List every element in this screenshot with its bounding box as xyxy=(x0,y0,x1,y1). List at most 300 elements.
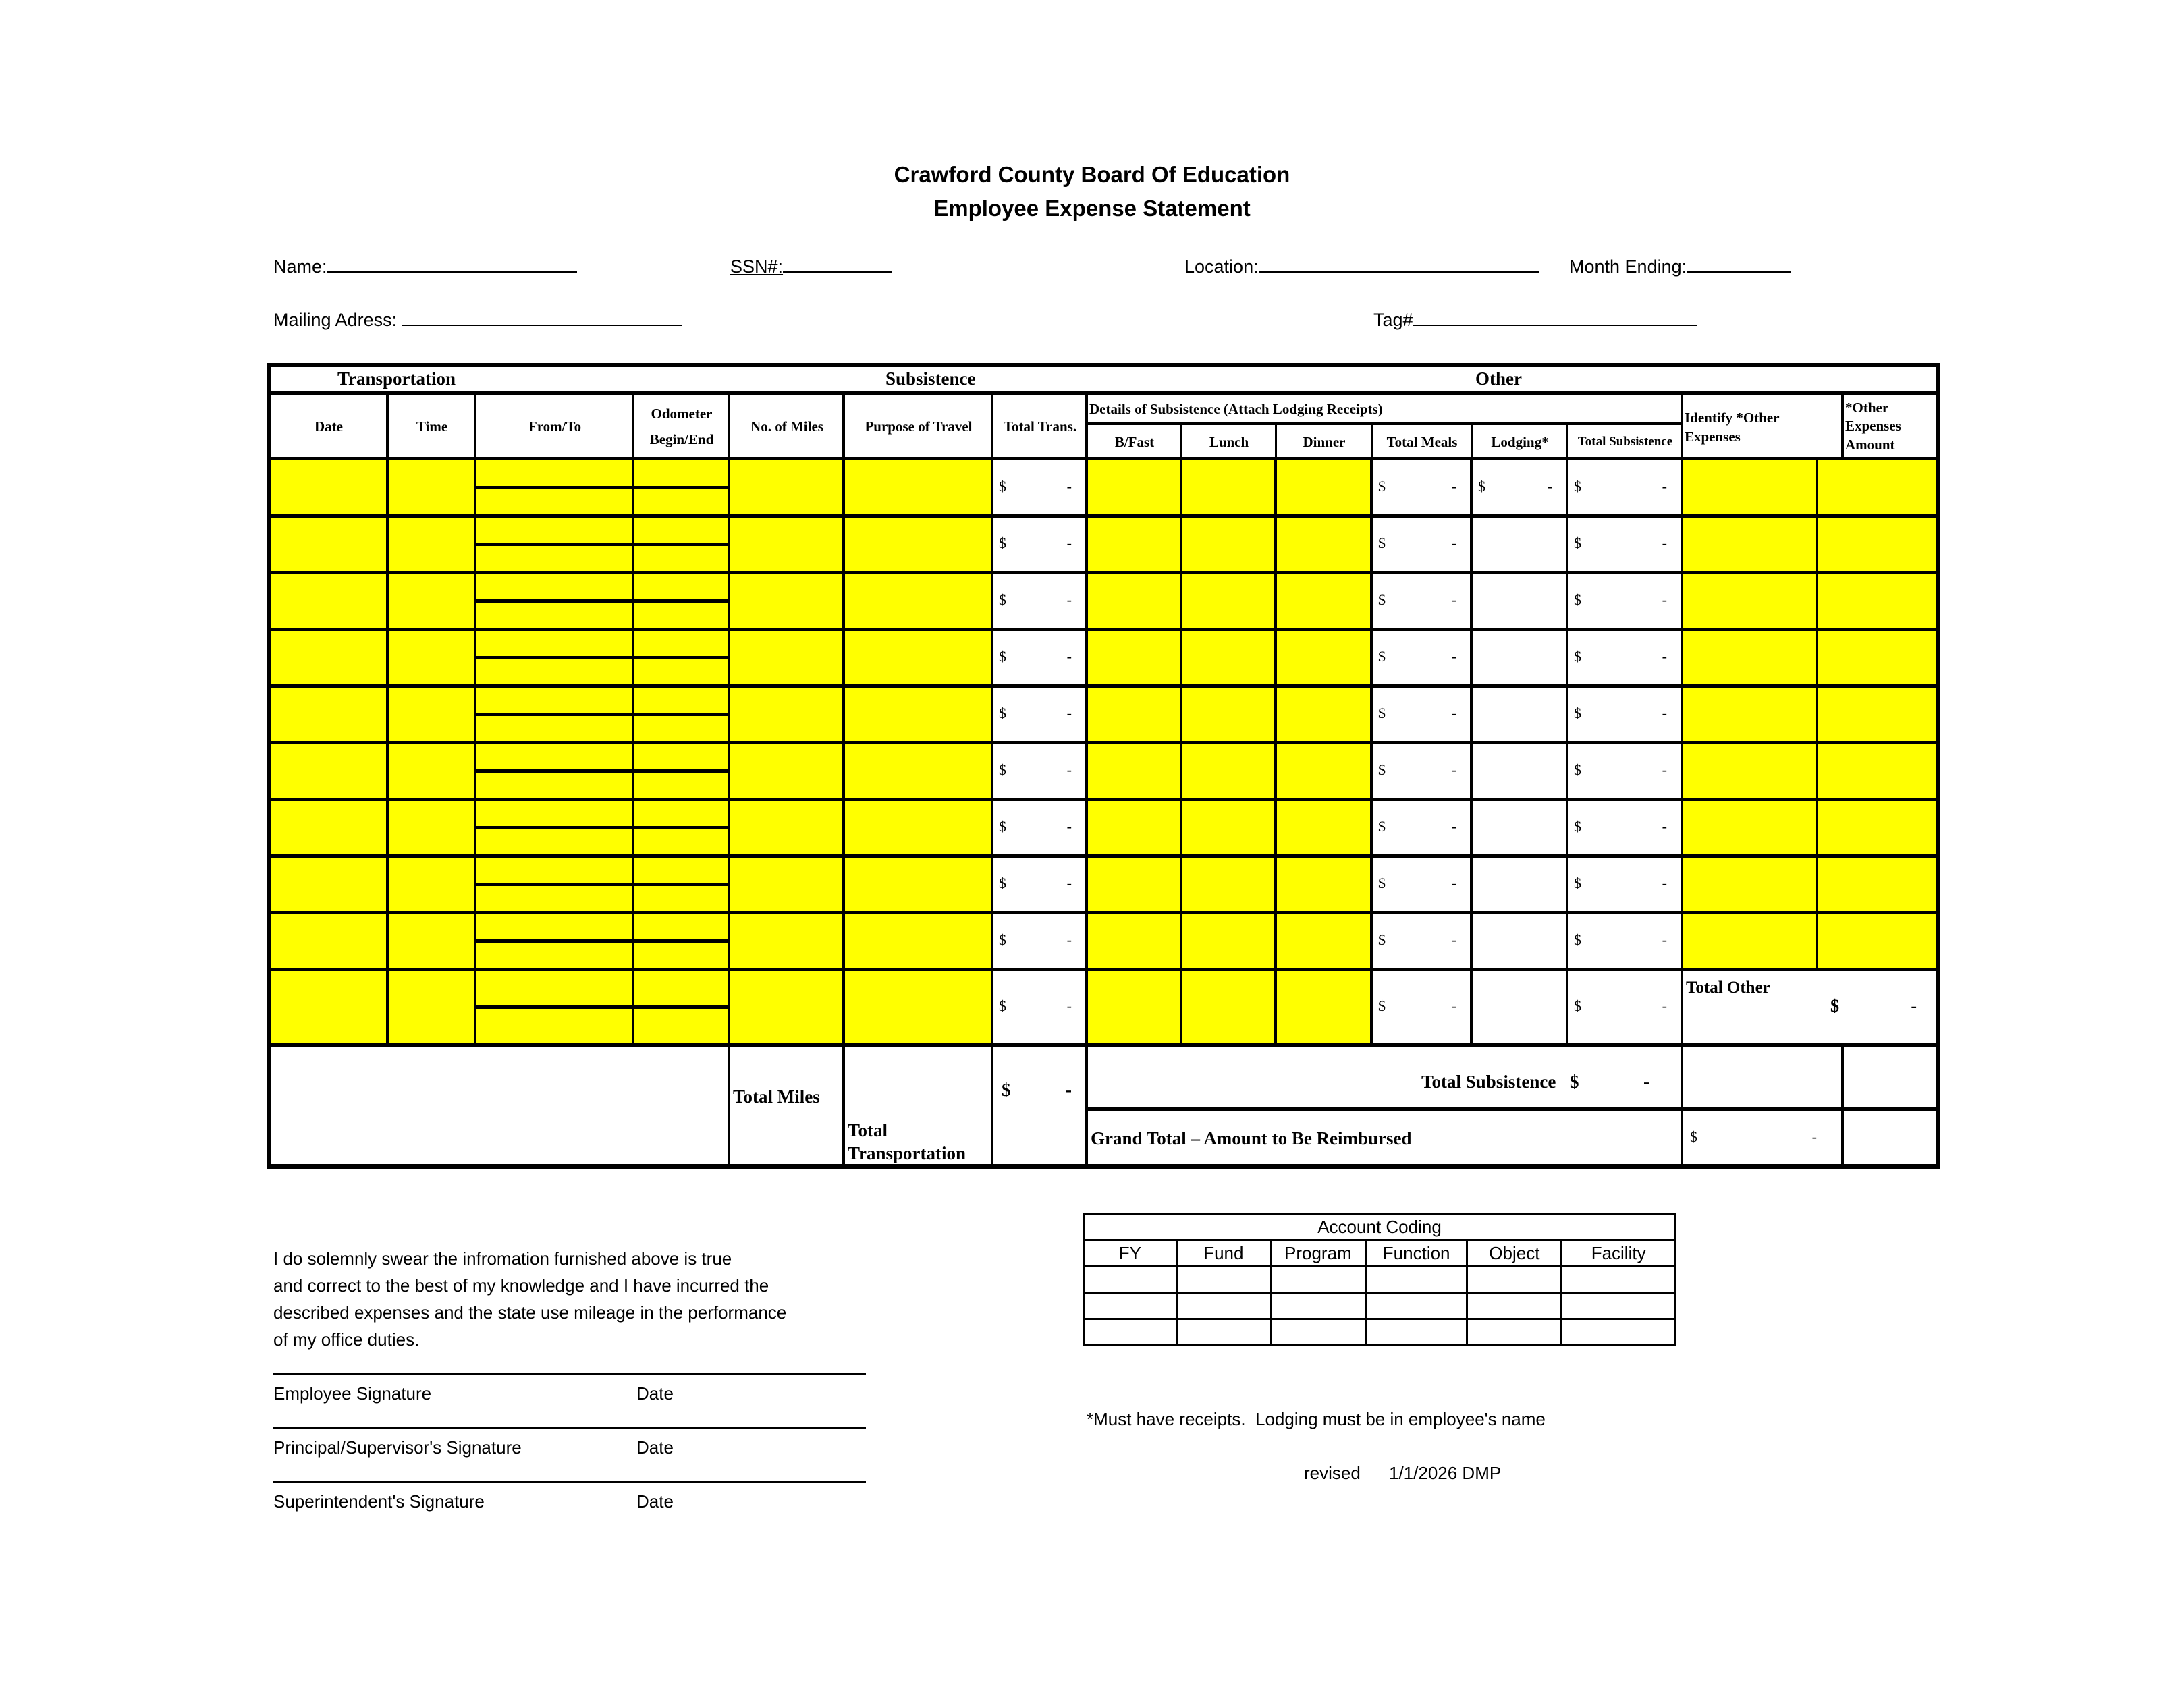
expense-cell[interactable] xyxy=(1087,629,1181,686)
expense-cell[interactable] xyxy=(387,969,475,1045)
amount: - xyxy=(1662,875,1667,891)
superintendent-signature-line[interactable] xyxy=(273,1481,866,1483)
expense-cell[interactable] xyxy=(1817,572,1938,629)
total-subsistence-value xyxy=(1567,648,1682,667)
expense-cell[interactable] xyxy=(1087,459,1181,516)
expense-cell[interactable] xyxy=(387,799,475,856)
col-header-total-meals: Total Meals xyxy=(1386,433,1458,450)
expense-cell[interactable] xyxy=(729,686,844,742)
acct-cell[interactable] xyxy=(1365,1267,1467,1293)
currency-symbol: $ xyxy=(1378,534,1386,551)
from-to-split-line xyxy=(475,656,729,659)
tag-label: Tag# xyxy=(1373,310,1413,330)
superintendent-signature-label: Superintendent's Signature xyxy=(273,1491,485,1512)
total-trans-value xyxy=(992,478,1087,497)
expense-cell[interactable] xyxy=(1087,856,1181,912)
amount: - xyxy=(1066,478,1072,495)
acct-cell[interactable] xyxy=(1365,1293,1467,1319)
currency-symbol: $ xyxy=(999,704,1006,721)
currency-symbol: $ xyxy=(999,875,1006,891)
total-meals-value xyxy=(1371,761,1471,780)
amount: - xyxy=(1066,997,1072,1014)
col-divider xyxy=(1681,459,1683,1045)
total-transportation-line2: Transportation xyxy=(848,1143,966,1163)
row-divider xyxy=(269,854,1938,858)
expense-cell[interactable] xyxy=(729,856,844,912)
expense-cell[interactable] xyxy=(1682,912,1817,969)
expense-cell[interactable] xyxy=(844,686,992,742)
currency-symbol: $ xyxy=(999,591,1006,608)
col-header-dinner: Dinner xyxy=(1303,433,1346,450)
expense-cell[interactable] xyxy=(1817,629,1938,686)
col-divider xyxy=(728,459,730,1045)
col-divider xyxy=(1841,393,1844,459)
col-divider xyxy=(1180,459,1182,1045)
acct-cell[interactable] xyxy=(1270,1293,1365,1319)
expense-cell[interactable] xyxy=(1682,856,1817,912)
expense-cell xyxy=(1471,799,1567,856)
grand-total-label: Grand Total – Amount to Be Reimbursed xyxy=(1091,1128,1412,1149)
expense-cell[interactable] xyxy=(269,912,387,969)
expense-cell[interactable] xyxy=(844,459,992,516)
expense-cell[interactable] xyxy=(1181,912,1276,969)
acct-cell[interactable] xyxy=(1270,1267,1365,1293)
section-subsistence: Subsistence xyxy=(885,368,976,389)
amount: - xyxy=(1662,704,1667,721)
ssn-field[interactable] xyxy=(730,255,892,277)
amount: - xyxy=(1066,875,1072,891)
amount: - xyxy=(1451,704,1456,721)
expense-cell[interactable] xyxy=(729,742,844,799)
mailing-address-field[interactable] xyxy=(273,308,682,331)
expense-cell[interactable] xyxy=(729,629,844,686)
col-divider xyxy=(386,459,389,1045)
col-divider xyxy=(1085,393,1088,459)
row-divider xyxy=(269,571,1938,574)
acct-cell[interactable] xyxy=(1562,1319,1676,1346)
expense-cell[interactable] xyxy=(1087,516,1181,572)
currency-symbol: $ xyxy=(1378,931,1386,948)
expense-cell[interactable] xyxy=(1087,686,1181,742)
mailing-address-input-line[interactable] xyxy=(402,308,682,326)
expense-cell[interactable] xyxy=(1181,629,1276,686)
total-subsistence-value xyxy=(1567,875,1682,893)
col-header-total-trans: Total Trans. xyxy=(1003,418,1077,435)
total-meals-value xyxy=(1371,704,1471,723)
col-divider xyxy=(474,393,476,459)
expense-cell[interactable] xyxy=(269,742,387,799)
expense-cell[interactable] xyxy=(1087,572,1181,629)
expense-cell[interactable] xyxy=(1817,742,1938,799)
expense-cell[interactable] xyxy=(269,799,387,856)
amount: - xyxy=(1066,648,1072,665)
total-subsistence-value xyxy=(1567,818,1682,837)
footer-col-divider xyxy=(728,1045,730,1165)
expense-cell[interactable] xyxy=(844,969,992,1045)
expense-cell[interactable] xyxy=(387,572,475,629)
currency-symbol: $ xyxy=(1378,591,1386,608)
expense-cell[interactable] xyxy=(269,629,387,686)
expense-cell xyxy=(1471,572,1567,629)
amount: - xyxy=(1066,591,1072,608)
expense-cell[interactable] xyxy=(844,912,992,969)
employee-date-label: Date xyxy=(636,1383,674,1404)
expense-cell[interactable] xyxy=(844,516,992,572)
currency-symbol: $ xyxy=(999,761,1006,778)
account-coding-row xyxy=(1084,1319,1676,1346)
total-trans-value xyxy=(992,818,1087,837)
expense-cell[interactable] xyxy=(1276,459,1371,516)
expense-cell[interactable] xyxy=(1817,856,1938,912)
expense-cell[interactable] xyxy=(1181,799,1276,856)
expense-cell[interactable] xyxy=(269,516,387,572)
expense-cell[interactable] xyxy=(1682,629,1817,686)
amount: - xyxy=(1451,818,1456,835)
odometer-label: Odometer xyxy=(651,405,713,422)
currency-symbol: $ xyxy=(999,478,1006,495)
amount: - xyxy=(1662,478,1667,495)
currency-symbol: $ xyxy=(1378,818,1386,835)
acct-cell[interactable] xyxy=(1084,1319,1177,1346)
expense-cell[interactable] xyxy=(1181,572,1276,629)
col-header-time: Time xyxy=(416,418,448,435)
expense-cell[interactable] xyxy=(844,799,992,856)
total-subsistence-value xyxy=(1567,997,1682,1016)
expense-cell[interactable] xyxy=(844,629,992,686)
currency-symbol: $ xyxy=(999,997,1006,1014)
currency-symbol: $ xyxy=(1378,704,1386,721)
amount: - xyxy=(1066,534,1072,551)
total-meals-value xyxy=(1371,534,1471,553)
expense-cell[interactable] xyxy=(387,912,475,969)
col-header-lunch: Lunch xyxy=(1209,433,1249,450)
total-transportation-line1: Total xyxy=(848,1120,888,1140)
currency-symbol: $ xyxy=(1574,591,1581,608)
acct-cell[interactable] xyxy=(1270,1319,1365,1346)
expense-cell[interactable] xyxy=(1276,572,1371,629)
expense-cell[interactable] xyxy=(1682,459,1817,516)
col-divider xyxy=(632,459,634,1045)
expense-cell[interactable] xyxy=(729,969,844,1045)
expense-cell xyxy=(1471,686,1567,742)
currency-symbol: $ xyxy=(1574,534,1581,551)
amount: - xyxy=(1066,761,1072,778)
expense-cell[interactable] xyxy=(269,572,387,629)
row-divider xyxy=(269,514,1938,518)
col-header-lodging: Lodging* xyxy=(1491,433,1549,450)
expense-cell xyxy=(1471,912,1567,969)
expense-cell[interactable] xyxy=(1682,572,1817,629)
total-trans-value xyxy=(992,648,1087,667)
amount: - xyxy=(1451,591,1456,608)
col-divider xyxy=(386,393,389,459)
from-to-split-line xyxy=(475,1005,729,1009)
col-divider xyxy=(1470,459,1473,1045)
expense-cell[interactable] xyxy=(269,686,387,742)
col-header-other-amount: *Other Expenses Amount xyxy=(1845,399,1901,453)
acct-col-fund: Fund xyxy=(1176,1240,1270,1267)
expense-cell[interactable] xyxy=(1181,856,1276,912)
total-subsistence-value xyxy=(1567,931,1682,950)
table-border-bottom xyxy=(267,1164,1940,1169)
expense-cell[interactable] xyxy=(387,856,475,912)
from-to-split-line xyxy=(475,599,729,603)
name-field[interactable] xyxy=(273,255,577,277)
account-coding-header-row xyxy=(1084,1240,1676,1267)
col-header-from-to: From/To xyxy=(528,418,582,435)
expense-cell[interactable] xyxy=(1682,516,1817,572)
expense-cell[interactable] xyxy=(1087,969,1181,1045)
expense-cell[interactable] xyxy=(1087,799,1181,856)
acct-col-facility: Facility xyxy=(1562,1240,1676,1267)
attestation-line: I do solemnly swear the infromation furnished above is true xyxy=(273,1248,732,1269)
total-subsistence-value xyxy=(1567,704,1682,723)
from-to-split-line xyxy=(475,826,729,829)
expense-cell[interactable] xyxy=(1817,912,1938,969)
acct-cell[interactable] xyxy=(1084,1267,1177,1293)
col-divider xyxy=(1371,424,1373,459)
expense-cell[interactable] xyxy=(1181,686,1276,742)
expense-cell[interactable] xyxy=(844,742,992,799)
expense-cell[interactable] xyxy=(269,969,387,1045)
col-header-date: Date xyxy=(315,418,343,435)
location-label: Location: xyxy=(1184,256,1259,277)
expense-cell[interactable] xyxy=(269,459,387,516)
acct-cell[interactable] xyxy=(1467,1319,1562,1346)
col-header-odometer xyxy=(634,395,729,458)
section-transportation: Transportation xyxy=(337,368,456,389)
expense-cell[interactable] xyxy=(1276,799,1371,856)
expense-cell[interactable] xyxy=(1276,742,1371,799)
row-divider xyxy=(269,684,1938,688)
currency-symbol: $ xyxy=(1378,761,1386,778)
expense-cell[interactable] xyxy=(387,516,475,572)
form-title: Employee Expense Statement xyxy=(933,196,1251,221)
account-coding-table xyxy=(1083,1213,1676,1346)
from-to-split-line xyxy=(475,713,729,716)
acct-col-program: Program xyxy=(1270,1240,1365,1267)
acct-cell[interactable] xyxy=(1467,1293,1562,1319)
amount: - xyxy=(1451,534,1456,551)
tag-input-line[interactable] xyxy=(1413,308,1697,326)
amount: - xyxy=(1066,818,1072,835)
total-subsistence-value xyxy=(1567,761,1682,780)
currency-symbol: $ xyxy=(1574,648,1581,665)
expense-cell[interactable] xyxy=(1181,969,1276,1045)
revised-label: revised xyxy=(1304,1463,1361,1483)
row-divider xyxy=(269,741,1938,744)
grand-total-value: $ - xyxy=(1690,1128,1817,1145)
expense-cell[interactable] xyxy=(1682,742,1817,799)
expense-cell[interactable] xyxy=(729,572,844,629)
location-field[interactable] xyxy=(1184,255,1539,277)
principal-signature-line[interactable] xyxy=(273,1427,866,1429)
row-divider xyxy=(269,798,1938,801)
month-ending-label: Month Ending: xyxy=(1569,256,1687,277)
total-subsistence-value xyxy=(1567,478,1682,497)
expense-cell[interactable] xyxy=(387,742,475,799)
name-input-line[interactable] xyxy=(327,255,577,273)
acct-cell[interactable] xyxy=(1084,1293,1177,1319)
rows-bottom-divider xyxy=(269,1043,1938,1047)
expense-cell[interactable] xyxy=(1087,742,1181,799)
revised-date: 1/1/2026 DMP xyxy=(1389,1463,1502,1483)
expense-cell[interactable] xyxy=(387,629,475,686)
col-divider xyxy=(991,459,993,1045)
total-transportation-label xyxy=(848,1119,966,1165)
expense-cell[interactable] xyxy=(844,856,992,912)
ssn-label: SSN#: xyxy=(730,256,784,277)
col-header-miles: No. of Miles xyxy=(750,418,823,435)
total-subsistence-footer-label: Total Subsistence xyxy=(1421,1072,1556,1092)
amount: - xyxy=(1451,761,1456,778)
expense-cell[interactable] xyxy=(269,856,387,912)
acct-col-fy: FY xyxy=(1084,1240,1177,1267)
attestation-text xyxy=(273,1245,786,1353)
expense-cell[interactable] xyxy=(1682,799,1817,856)
expense-cell[interactable] xyxy=(1817,516,1938,572)
tag-field[interactable] xyxy=(1373,308,1697,331)
total-meals-value xyxy=(1371,997,1471,1016)
total-subsistence-footer-value: $ - xyxy=(1570,1072,1649,1092)
expense-cell[interactable] xyxy=(1181,459,1276,516)
col-header-details-subsistence: Details of Subsistence (Attach Lodging Receipts) xyxy=(1089,400,1383,417)
attestation-line: described expenses and the state use mileage in the performance xyxy=(273,1302,787,1323)
expense-cell[interactable] xyxy=(844,572,992,629)
acct-cell[interactable] xyxy=(1176,1319,1270,1346)
expense-cell xyxy=(1471,629,1567,686)
total-trans-value xyxy=(992,591,1087,610)
from-to-split-line xyxy=(475,883,729,886)
currency-symbol: $ xyxy=(999,931,1006,948)
expense-cell[interactable] xyxy=(1276,686,1371,742)
col-header-identify-other: Identify *Other Expenses xyxy=(1685,409,1780,445)
principal-date-label: Date xyxy=(636,1437,674,1458)
col-divider xyxy=(1370,459,1373,1045)
expense-cell[interactable] xyxy=(1276,516,1371,572)
total-other-value xyxy=(1824,996,1932,1016)
col-header-bfast: B/Fast xyxy=(1114,433,1155,450)
amount: - xyxy=(1662,761,1667,778)
details-divider xyxy=(1087,422,1682,425)
expense-cell[interactable] xyxy=(1682,686,1817,742)
total-meals-value xyxy=(1371,931,1471,950)
expense-cell xyxy=(1471,969,1567,1045)
footer-col-divider xyxy=(842,1045,845,1165)
table-border-top xyxy=(267,363,1940,367)
expense-cell[interactable] xyxy=(1276,856,1371,912)
month-ending-field[interactable] xyxy=(1569,255,1791,277)
col-divider xyxy=(842,393,845,459)
name-label: Name: xyxy=(273,256,327,277)
account-coding-row xyxy=(1084,1267,1676,1293)
mailing-address-label: Mailing Adress: xyxy=(273,310,398,330)
amount: - xyxy=(1662,534,1667,551)
col-divider xyxy=(728,393,730,459)
currency-symbol: $ xyxy=(1574,931,1581,948)
acct-cell[interactable] xyxy=(1467,1267,1562,1293)
currency-symbol: $ xyxy=(1378,875,1386,891)
expense-cell[interactable] xyxy=(729,799,844,856)
expense-cell[interactable] xyxy=(1181,516,1276,572)
expense-cell[interactable] xyxy=(1817,459,1938,516)
expense-cell xyxy=(1471,742,1567,799)
total-meals-value xyxy=(1371,648,1471,667)
acct-cell[interactable] xyxy=(1176,1293,1270,1319)
expense-cell[interactable] xyxy=(729,459,844,516)
acct-col-function: Function xyxy=(1365,1240,1467,1267)
amount: - xyxy=(1662,648,1667,665)
total-subsistence-value xyxy=(1567,534,1682,553)
currency-symbol: $ xyxy=(1574,478,1581,495)
expense-cell[interactable] xyxy=(729,912,844,969)
currency-symbol: $ xyxy=(1478,478,1485,495)
begin-end-label: Begin/End xyxy=(649,431,714,447)
currency-symbol: $ xyxy=(1378,997,1386,1014)
expense-cell[interactable] xyxy=(1817,686,1938,742)
amount: - xyxy=(1547,478,1552,495)
principal-signature-label: Principal/Supervisor's Signature xyxy=(273,1437,522,1458)
section-band-divider xyxy=(269,391,1938,395)
expense-cell[interactable] xyxy=(387,459,475,516)
acct-cell[interactable] xyxy=(1562,1293,1676,1319)
row-divider xyxy=(269,628,1938,631)
col-divider xyxy=(842,459,845,1045)
employee-signature-line[interactable] xyxy=(273,1373,866,1375)
expense-cell[interactable] xyxy=(1276,969,1371,1045)
expense-cell[interactable] xyxy=(387,686,475,742)
amount: - xyxy=(1451,478,1456,495)
month-ending-input-line[interactable] xyxy=(1687,255,1791,273)
from-to-split-line xyxy=(475,939,729,943)
amount: - xyxy=(1451,931,1456,948)
currency-symbol: $ xyxy=(1574,875,1581,891)
amount: - xyxy=(1451,648,1456,665)
from-to-split-line xyxy=(475,486,729,489)
col-divider xyxy=(1471,424,1473,459)
col-divider xyxy=(1816,459,1818,969)
col-divider xyxy=(1274,459,1277,1045)
acct-cell[interactable] xyxy=(1176,1267,1270,1293)
acct-cell[interactable] xyxy=(1365,1319,1467,1346)
expense-cell[interactable] xyxy=(1087,912,1181,969)
receipts-note: *Must have receipts. Lodging must be in employee's name xyxy=(1087,1409,1546,1429)
currency-symbol: $ xyxy=(1574,997,1581,1014)
expense-cell[interactable] xyxy=(1276,912,1371,969)
amount: - xyxy=(1662,818,1667,835)
currency-symbol: $ xyxy=(1574,761,1581,778)
expense-cell[interactable] xyxy=(1181,742,1276,799)
col-header-purpose: Purpose of Travel xyxy=(865,418,973,435)
ssn-input-line[interactable] xyxy=(783,255,892,273)
currency-symbol: $ xyxy=(1830,996,1839,1016)
expense-cell[interactable] xyxy=(729,516,844,572)
section-other: Other xyxy=(1475,368,1522,389)
from-to-split-line xyxy=(475,543,729,546)
expense-cell[interactable] xyxy=(1817,799,1938,856)
acct-col-object: Object xyxy=(1467,1240,1562,1267)
amount: - xyxy=(1911,996,1917,1016)
col-header-total-subsistence: Total Subsistence xyxy=(1577,435,1673,449)
location-input-line[interactable] xyxy=(1259,255,1539,273)
expense-cell[interactable] xyxy=(1276,629,1371,686)
total-trans-value xyxy=(992,534,1087,553)
total-meals-value xyxy=(1371,478,1471,497)
acct-cell[interactable] xyxy=(1562,1267,1676,1293)
col-divider xyxy=(991,393,993,459)
col-divider xyxy=(1566,424,1568,459)
amount: - xyxy=(1066,931,1072,948)
